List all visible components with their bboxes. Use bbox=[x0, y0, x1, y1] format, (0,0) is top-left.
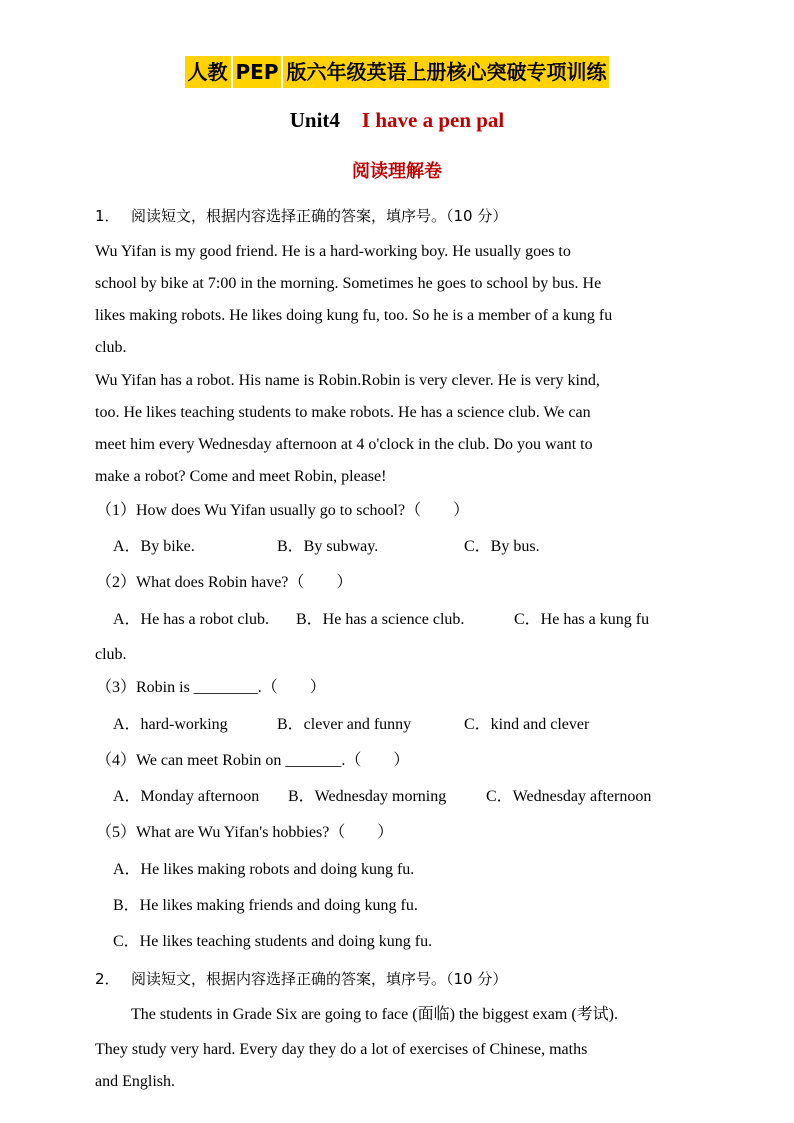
q2-heading bbox=[95, 968, 507, 990]
q1-sub4-stem: （4）We can meet Robin on _______.（ ） bbox=[96, 752, 410, 769]
q1-sub2-option-b: B．He has a science club. bbox=[296, 611, 465, 628]
q1-passage-line: make a robot? Come and meet Robin, please! bbox=[95, 468, 387, 485]
q1-instruction: 阅读短文，根据内容选择正确的答案，填序号。（10 分） bbox=[131, 207, 508, 225]
q1-sub1-stem: （1）How does Wu Yifan usually go to school?（ ） bbox=[96, 502, 470, 519]
q2-passage-line: They study very hard. Every day they do a lot of exercises of Chinese, maths bbox=[95, 1041, 588, 1058]
q1-sub3-option-c: C．kind and clever bbox=[464, 716, 590, 733]
q1-sub1-option-b: B．By subway. bbox=[277, 538, 379, 555]
unit-name: I have a pen pal bbox=[361, 108, 505, 132]
q1-sub2-stem: （2）What does Robin have?（ ） bbox=[96, 574, 353, 591]
q1-passage-line: Wu Yifan is my good friend. He is a hard-working boy. He usually goes to bbox=[95, 243, 571, 260]
banner-part: 人教 bbox=[185, 56, 231, 88]
q1-sub4-option-a: A．Monday afternoon bbox=[113, 788, 260, 805]
q2-instruction: 阅读短文，根据内容选择正确的答案，填序号。（10 分） bbox=[131, 970, 508, 988]
unit-number: Unit4 bbox=[289, 108, 340, 132]
unit-title bbox=[0, 108, 794, 133]
q1-sub4-option-c: C．Wednesday afternoon bbox=[486, 788, 652, 805]
q1-passage-line: meet him every Wednesday afternoon at 4 o'clock in the club. Do you want to bbox=[95, 436, 593, 453]
q1-sub2-option-a: A．He has a robot club. bbox=[113, 611, 269, 628]
q1-passage-line: school by bike at 7:00 in the morning. Sometimes he goes to school by bus. He bbox=[95, 275, 602, 292]
banner-part: 版六年级英语上册核心突破专项训练 bbox=[283, 56, 609, 88]
q1-sub2-option-wrap: club. bbox=[95, 646, 127, 663]
q1-sub3-option-b: B．clever and funny bbox=[277, 716, 412, 733]
q1-sub5-option-b: B．He likes making friends and doing kung fu. bbox=[113, 897, 418, 914]
banner-part: PEP bbox=[233, 56, 282, 88]
q1-passage-line: too. He likes teaching students to make robots. He has a science club. We can bbox=[95, 404, 591, 421]
q2-passage-line: and English. bbox=[95, 1073, 175, 1090]
q1-sub1-option-c: C．By bus. bbox=[464, 538, 540, 555]
worksheet-banner bbox=[0, 55, 794, 89]
q1-sub5-stem: （5）What are Wu Yifan's hobbies?（ ） bbox=[96, 824, 394, 841]
q1-sub5-option-c: C．He likes teaching students and doing kung fu. bbox=[113, 933, 433, 950]
q1-sub4-option-b: B．Wednesday morning bbox=[288, 788, 447, 805]
q1-sub1-option-a: A．By bike. bbox=[113, 538, 195, 555]
q1-passage-line: Wu Yifan has a robot. His name is Robin.Robin is very clever. He is very kind, bbox=[95, 372, 600, 389]
q2-passage-line: The students in Grade Six are going to face (面临) the biggest exam (考试). bbox=[131, 1006, 618, 1023]
q1-sub3-stem: （3）Robin is ________.（ ） bbox=[96, 679, 326, 696]
q1-sub3-option-a: A．hard-working bbox=[113, 716, 228, 733]
q1-number: 1． bbox=[95, 207, 120, 225]
q1-passage-line: club. bbox=[95, 339, 127, 356]
q2-number: 2． bbox=[95, 970, 120, 988]
q1-sub5-option-a: A．He likes making robots and doing kung fu. bbox=[113, 861, 415, 878]
section-subtitle: 阅读理解卷 bbox=[352, 161, 442, 182]
q1-sub2-option-c: C．He has a kung fu bbox=[514, 611, 650, 628]
q1-passage-line: likes making robots. He likes doing kung fu, too. So he is a member of a kung fu bbox=[95, 307, 613, 324]
q1-heading bbox=[95, 205, 507, 227]
